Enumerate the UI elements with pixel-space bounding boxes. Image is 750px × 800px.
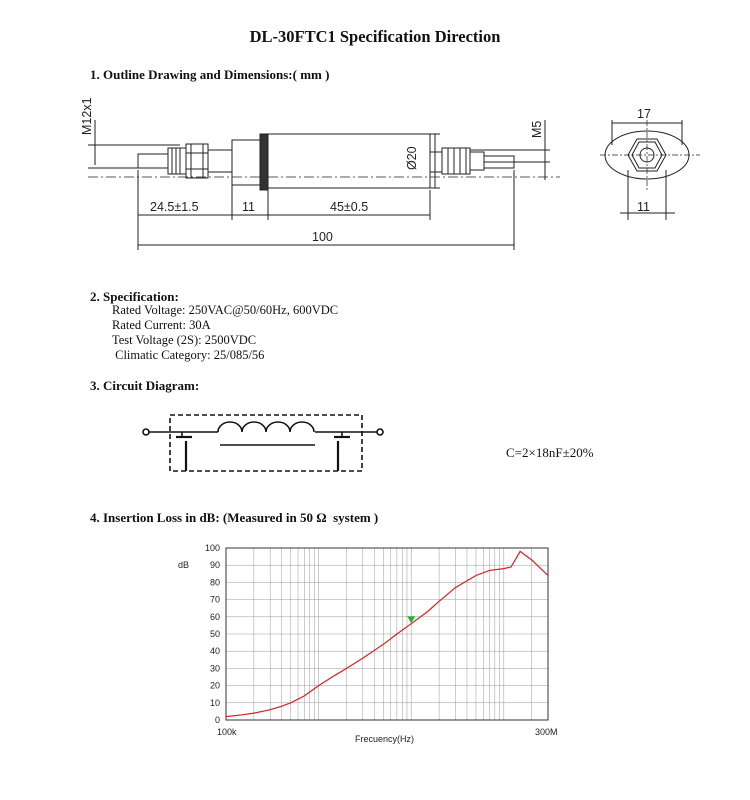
y-tick-label: 10 [209,697,220,708]
y-tick-label: 0 [214,715,220,725]
spec-line: Climatic Category: 25/085/56 [112,348,265,362]
insertion-loss-chart [0,535,750,750]
spec-line: Rated Current: 30A [112,318,211,332]
dim-d1: 24.5±1.5 [150,200,199,214]
y-tick-label: 30 [209,663,220,674]
y-tick-label: 40 [209,646,220,657]
circuit-diagram [130,405,400,480]
dim-overall: 100 [312,230,333,244]
y-tick-label: 80 [209,577,220,588]
y-tick-label: 60 [209,611,220,622]
section-1-heading: 1. Outline Drawing and Dimensions:( mm ) [90,67,330,82]
dim-hex-top: 17 [637,107,651,121]
dim-hex-bottom: 11 [637,200,650,214]
section-3-heading: 3. Circuit Diagram: [90,378,200,393]
y-tick-label: 100 [204,543,220,553]
spec-line: Test Voltage (2S): 2500VDC [112,333,257,347]
outline-drawing [0,90,750,260]
section-2-heading: 2. Specification: [90,289,179,304]
page-title: DL-30FTC1 Specification Direction [249,27,501,46]
y-tick-label: 50 [209,629,220,639]
spec-line: Rated Voltage: 250VAC@50/60Hz, 600VDC [112,303,339,317]
y-tick-label: 90 [209,560,220,571]
x-tick-label-end: 300M [535,727,558,737]
dim-thread-left: M12x1 [80,97,94,135]
y-tick-label: 20 [209,680,220,691]
section-4-heading: 4. Insertion Loss in dB: (Measured in 50 Ω system ) [90,510,379,525]
x-tick-label-start: 100k [217,727,237,737]
x-axis-label: Frecuency(Hz) [355,734,415,744]
dim-thread-right: M5 [530,120,544,138]
capacitance-label: C=2×18nF±20% [506,445,594,460]
dim-d3: 45±0.5 [330,200,369,214]
dim-diameter: Ø20 [405,146,419,170]
dim-d2: 11 [242,200,255,214]
y-tick-label: 70 [209,594,220,605]
y-axis-label: dB [178,560,190,570]
